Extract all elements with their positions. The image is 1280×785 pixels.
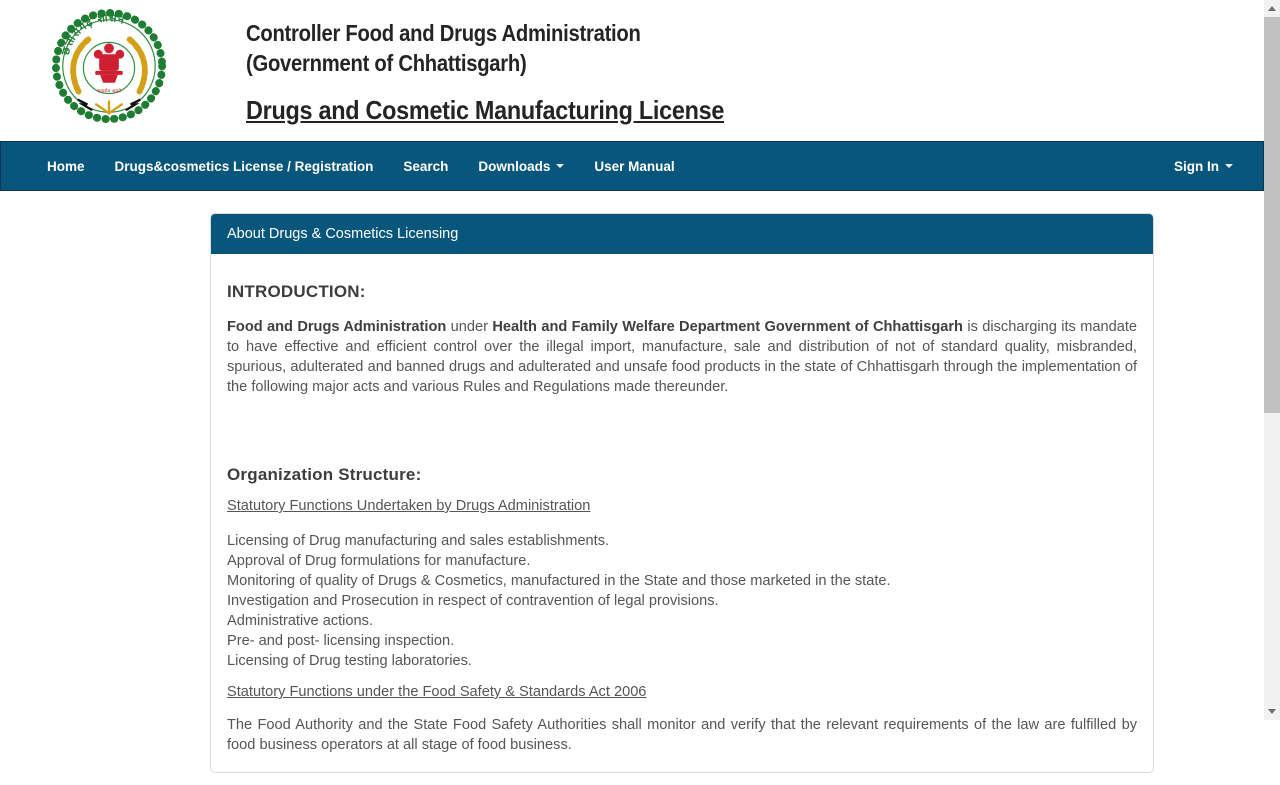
intro-plain-1: under — [446, 319, 493, 335]
function-item: Administrative actions. — [227, 613, 373, 629]
introduction-heading: INTRODUCTION: — [227, 282, 366, 301]
panel-body — [211, 254, 1153, 785]
nav-spacer — [690, 142, 1159, 190]
introduction-paragraph — [227, 317, 1137, 397]
nav-item-user-manual-label: User Manual — [594, 158, 675, 174]
vertical-scrollbar[interactable] — [1264, 0, 1280, 720]
site-header — [0, 0, 1264, 141]
nav-item-downloads[interactable] — [463, 142, 579, 190]
function-item: Pre- and post- licensing inspection. — [227, 633, 455, 649]
caret-down-icon — [556, 164, 564, 168]
site-subtitle: Drugs and Cosmetic Manufacturing License — [246, 95, 725, 125]
function-item: Investigation and Prosecution in respect of contravention of legal provisions. — [227, 593, 719, 609]
nav-item-user-manual[interactable] — [579, 142, 689, 190]
panel-header: About Drugs & Cosmetics Licensing — [211, 214, 1153, 254]
nav-item-license-registration[interactable] — [100, 142, 389, 190]
sign-in-label: Sign In — [1174, 158, 1219, 174]
function-item: Licensing of Drug testing laboratories. — [227, 653, 472, 669]
nav-item-downloads-label: Downloads — [478, 158, 551, 174]
nav-item-license-registration-label: Drugs&cosmetics License / Registration — [114, 158, 374, 174]
food-authority-paragraph: The Food Authority and the State Food Safety Authorities shall monitor and verify that the relevant requirements of the law are fulfilled by food business operators at all stage of food business. — [227, 717, 1137, 753]
function-item: Licensing of Drug manufacturing and sales establishments. — [227, 533, 610, 549]
intro-bold-fda: Food and Drugs Administration — [227, 319, 447, 335]
chhattisgarh-state-emblem-logo — [50, 7, 168, 125]
brand-titles — [246, 18, 777, 126]
nav-item-home[interactable] — [32, 142, 100, 190]
organization-structure-heading: Organization Structure: — [227, 465, 422, 484]
scrollbar-thumb[interactable] — [1264, 17, 1280, 413]
state-emblem-icon — [50, 7, 168, 125]
about-licensing-panel — [210, 213, 1154, 773]
scroll-down-arrow-icon — [1268, 709, 1276, 714]
statutory-functions-drugs-link[interactable]: Statutory Functions Undertaken by Drugs Administration — [227, 498, 591, 514]
site-title-line2: (Government of Chhattisgarh) — [246, 50, 527, 76]
svg-text:सत्यमेव जयते: सत्यमेव जयते — [97, 89, 121, 95]
intro-plain-2: is discharging its mandate to have effective and efficient control over the illegal import, manufacture, sale and distribution of not of standard quality, misbranded, spurious, adulterated and banned drugs and adulterated and unsafe food products in the state of Chhattisgarh through the implementation of the following major acts and various Rules and Regulations made thereunder. — [227, 319, 1138, 395]
statutory-functions-list — [227, 531, 1137, 671]
svg-text:छत्तीसगढ़ शासन: छत्तीसगढ़ शासन — [59, 12, 127, 57]
function-item: Approval of Drug formulations for manufacture. — [227, 553, 531, 569]
scroll-up-button[interactable] — [1264, 0, 1280, 17]
caret-down-icon — [1225, 164, 1233, 168]
function-item: Monitoring of quality of Drugs & Cosmetics, manufactured in the State and those marketed in the state. — [227, 573, 891, 589]
main-navbar — [0, 141, 1264, 191]
nav-item-home-label: Home — [47, 158, 85, 174]
nav-item-search[interactable] — [388, 142, 463, 190]
statutory-functions-food-safety-link[interactable]: Statutory Functions under the Food Safety & Standards Act 2006 — [227, 684, 647, 700]
intro-bold-department: Health and Family Welfare Department Government of Chhattisgarh — [492, 319, 963, 335]
scroll-down-button[interactable] — [1264, 703, 1280, 720]
nav-item-search-label: Search — [403, 158, 449, 174]
site-title-line1: Controller Food and Drugs Administration — [246, 20, 641, 46]
sign-in-button[interactable] — [1159, 142, 1263, 190]
scroll-up-arrow-icon — [1268, 6, 1276, 11]
